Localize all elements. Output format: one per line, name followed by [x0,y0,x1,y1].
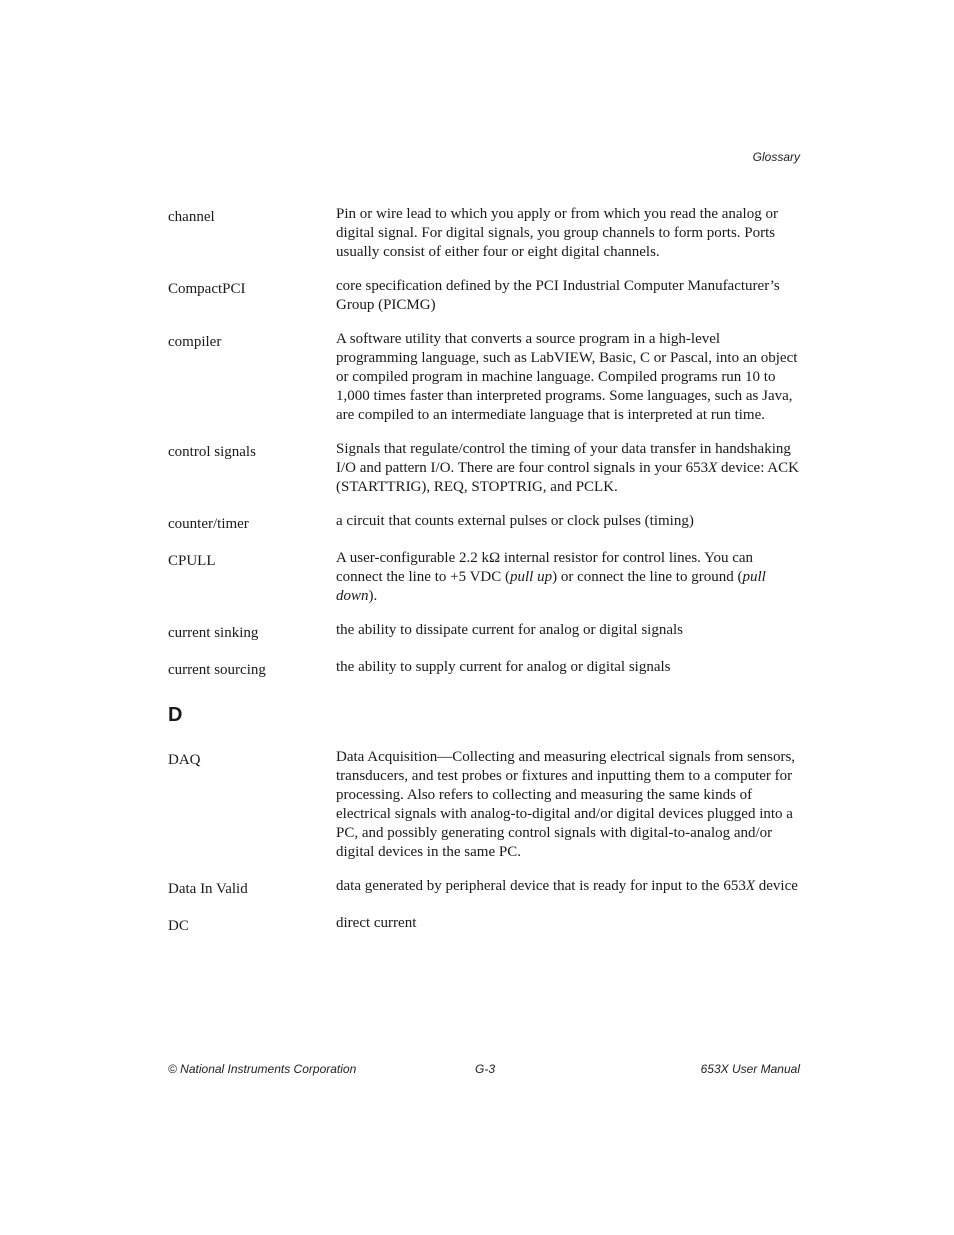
glossary-term: DAQ [168,752,201,768]
definition-italic-text: pull down [336,569,766,604]
glossary-entry-counter-timer [168,512,800,534]
glossary-entry-compactpci [168,277,800,315]
footer-page-number: G-3 [475,1062,496,1076]
definition-text: A user-configurable 2.2 kΩ internal resistor for control lines. You can connect the line to +5 VDC ( [336,550,754,585]
definition-text: ) or connect the line to ground ( [552,569,743,585]
glossary-definition: Pin or wire lead to which you apply or from which you read the analog or digital signal. For digital signals, you group channels to form ports. Ports usually consist of either four or eight digital channels. [336,206,778,260]
glossary-term: current sinking [168,625,259,641]
definition-italic-text: pull up [509,569,553,585]
glossary-definition: the ability to supply current for analog or digital signals [336,659,671,675]
glossary-term: control signals [168,444,256,460]
glossary-term: DC [168,918,189,934]
glossary-term: Data In Valid [168,881,248,897]
glossary-definition: direct current [336,915,417,931]
definition-text: ). [368,588,378,604]
glossary-definition [336,549,800,606]
glossary-term: compiler [168,334,222,350]
glossary-term: CompactPCI [168,281,246,297]
glossary-definition [336,877,800,899]
section-heading: D [168,704,183,726]
glossary-entry-control-signals [168,440,800,497]
definition-text: device: ACK (STARTTRIG), REQ, STOPTRIG, and PCLK. [336,460,799,495]
definition-italic-text: X [745,878,756,894]
footer-copyright: © National Instruments Corporation [168,1062,357,1076]
glossary-definition: core specification defined by the PCI Industrial Computer Manufacturer’s Group (PICMG) [336,278,780,313]
glossary-definition: a circuit that counts external pulses or clock pulses (timing) [336,513,694,529]
glossary-term: counter/timer [168,516,249,532]
definition-italic-text: X [708,460,718,476]
glossary-definition: Data Acquisition—Collecting and measuring electrical signals from sensors, transducers, and test probes or fixtures and inputting them to a computer for processing. Also refers to collecting and measuring the same kinds of electrical signals with analog-to-digital and/or digital devices plugged into a PC, and possibly generating control signals with digital-to-analog and/or digital devices in the same PC. [336,749,796,860]
glossary-entry-cpull [168,549,800,606]
glossary-entry-current-sourcing [168,658,800,680]
definition-text: Signals that regulate/control the timing of your data transfer in handshaking I/O and pattern I/O. There are four control signals in your 653 [336,441,791,476]
glossary-entry-compiler [168,330,800,425]
glossary-entry-dc [168,914,800,936]
glossary-term: channel [168,209,215,225]
glossary-entry-current-sinking [168,621,800,643]
glossary-term: CPULL [168,553,216,569]
glossary-definition: A software utility that converts a source program in a high-level programming language, such as LabVIEW, Basic, C or Pascal, into an object or compiled program in machine language. Compiled programs run 10 to 1,000 times faster than interpreted programs. Some languages, such as Java, are compiled to an intermediate language that is interpreted at run time. [336,331,798,423]
glossary-term: current sourcing [168,662,266,678]
glossary-definition: the ability to dissipate current for analog or digital signals [336,622,683,638]
glossary-entry-daq [168,748,800,862]
glossary-entries [168,205,800,951]
glossary-entry-channel [168,205,800,262]
glossary-definition [336,440,800,497]
footer-manual-title: 653X User Manual [700,1062,800,1076]
glossary-entry-data-in-valid [168,877,800,899]
definition-text: data generated by peripheral device that is ready for input to the 653 [336,878,746,894]
definition-text: device [755,878,798,894]
running-header: Glossary [752,150,800,164]
